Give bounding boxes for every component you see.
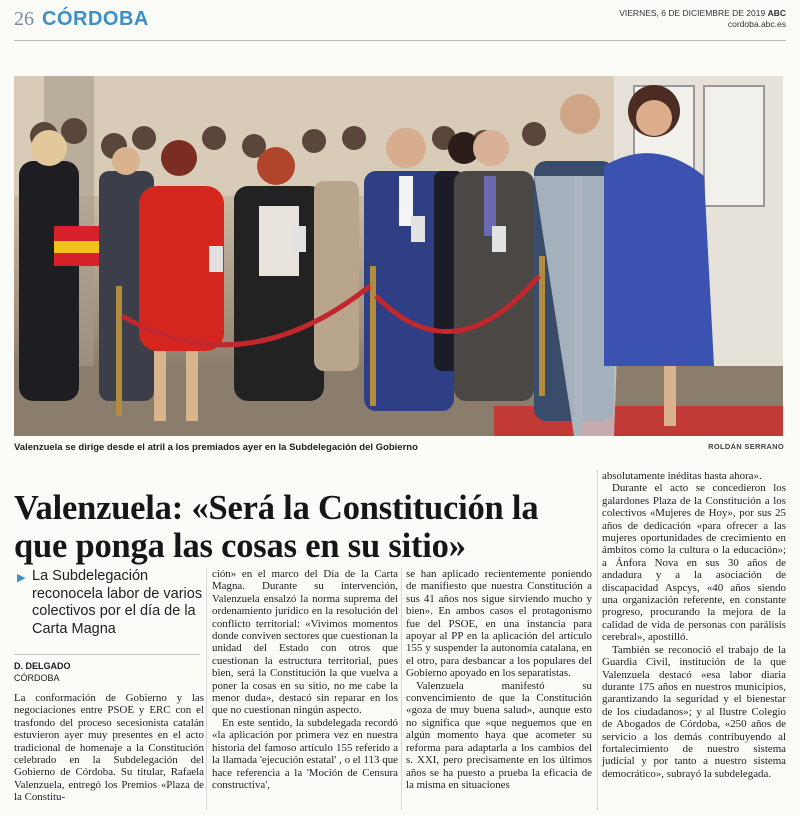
issue-date: VIERNES, 6 DE DICIEMBRE DE 2019: [619, 8, 766, 18]
author: D. DELGADO: [14, 661, 71, 671]
paragraph: absolutamente inéditas hasta ahora».: [602, 470, 762, 482]
article-column-1: [14, 692, 204, 804]
byline-city: CÓRDOBA: [14, 673, 60, 683]
news-photo: [14, 76, 783, 436]
section-title: CÓRDOBA: [42, 8, 149, 30]
bullet-arrow-icon: ▶: [17, 572, 26, 584]
page-header: [14, 6, 786, 34]
photo-illustration: [14, 76, 783, 436]
summary: [14, 568, 204, 638]
column-divider: [401, 568, 402, 810]
photo-credit: ROLDÁN SERRANO: [708, 442, 784, 451]
paragraph: se han aplicado recientemente poniendo de manifiesto que nuestra Constitución a sus 41 años nos sigue sirviendo mucho y bien». En ambos casos el protagonismo fue del PSOE, en una instancia para apoyar al PP en la aplicación del artículo 155 y suspender la autonomía catalana, en el otro, para desbancar a los populares del Gobierno apoyado en los separatistas.: [406, 568, 592, 680]
paragraph: También se reconoció el trabajo de la Guardia Civil, institución de la que Valenzuela destacó «esa labor diaria durante 175 años en nuestros municipios, garantizando la seguridad y el bienestar de los ciudadanos»; y al Ilustre Colegio de Abogados de Córdoba, «250 años de servicio a los demás contribuyendo al fortalecimiento de nuestro sistema judicial y por tanto a nuestro sistema democrático», subrayó la subdelegada.: [602, 643, 786, 780]
byline: [14, 660, 71, 684]
page-number: 26: [14, 8, 34, 30]
column-divider: [597, 470, 598, 810]
dateline: [619, 8, 786, 30]
summary-text: La Subdelegación reconocela labor de varios colectivos por el día de la Carta Magna: [32, 568, 203, 637]
article-column-2: [212, 568, 398, 791]
website: cordoba.abc.es: [727, 19, 786, 29]
paragraph: La conformación de Gobierno y las negociaciones entre PSOE y ERC con el trasfondo del proceso secesionista catalán estuvieron ayer muy presentes en el acto tradicional de homenaje a la Constitución celebrado en la Subdelegación del Gobierno de Córdoba. Su titular, Rafaela Valenzuela, entregó los Premios «Plaza de la Constitu-: [14, 692, 204, 804]
headline: Valenzuela: «Será la Constitución la que ponga las cosas en su sitio»: [14, 489, 539, 566]
paragraph: Durante el acto se concedieron los galardones Plaza de la Constitución a los colectivos «Mujeres de Hoy», por sus 25 años de dedicación «para ofrecer a las mujeres oportunidades de crecimiento en ámbitos como la cultura o la educación»; a Ánfora Nova en sus 30 años de andadura y a la asociación de discapacidad Aspcys, «40 años siendo una organización referente, en constante progreso, procurando la mejora de la calidad de vida de personas con parálisis cerebral», apostilló.: [602, 482, 786, 644]
paragraph: ción» en el marco del Día de la Carta Magna. Durante su intervención, Valenzuela ensalzó la norma suprema del ordenamiento jurídico en la resolución del conflicto territorial: «Vivimos momentos donde conviven sectores que cuestionan la unidad del Estado con otros que cuestionan la estructura territorial, pues bien, será la Constitución la que vuelva a poner la cosas en su sitio, no me cabe la menor duda», destacó sin reparar en los que no cuestionan ningún aspecto.: [212, 568, 398, 717]
summary-rule: [14, 654, 200, 655]
paragraph: Valenzuela manifestó su convencimiento de que la Constitución «goza de muy buena salud», aunque esto no significa que «que neguemos que en algún momento haya que acometer su reforma para adaptarla a los cambios del s. XXI, pero precisamente en los últimos años se ha puesto a prueba la eficacia de la misma en situaciones: [406, 679, 592, 791]
article-column-4: [602, 470, 786, 780]
article-column-3: [406, 568, 592, 791]
header-rule: [14, 40, 786, 41]
photo-caption: Valenzuela se dirige desde el atril a los premiados ayer en la Subdelegación del Gobierno: [14, 442, 418, 453]
paragraph: En este sentido, la subdelegada recordó «la aplicación por primera vez en nuestra historia del famoso artículo 155 referido a la llamada 'ejecución estatal' , o el 113 que hace referencia a la 'Moción de Censura constructiva',: [212, 716, 398, 791]
column-divider: [206, 568, 207, 810]
newspaper-name: ABC: [767, 8, 786, 18]
